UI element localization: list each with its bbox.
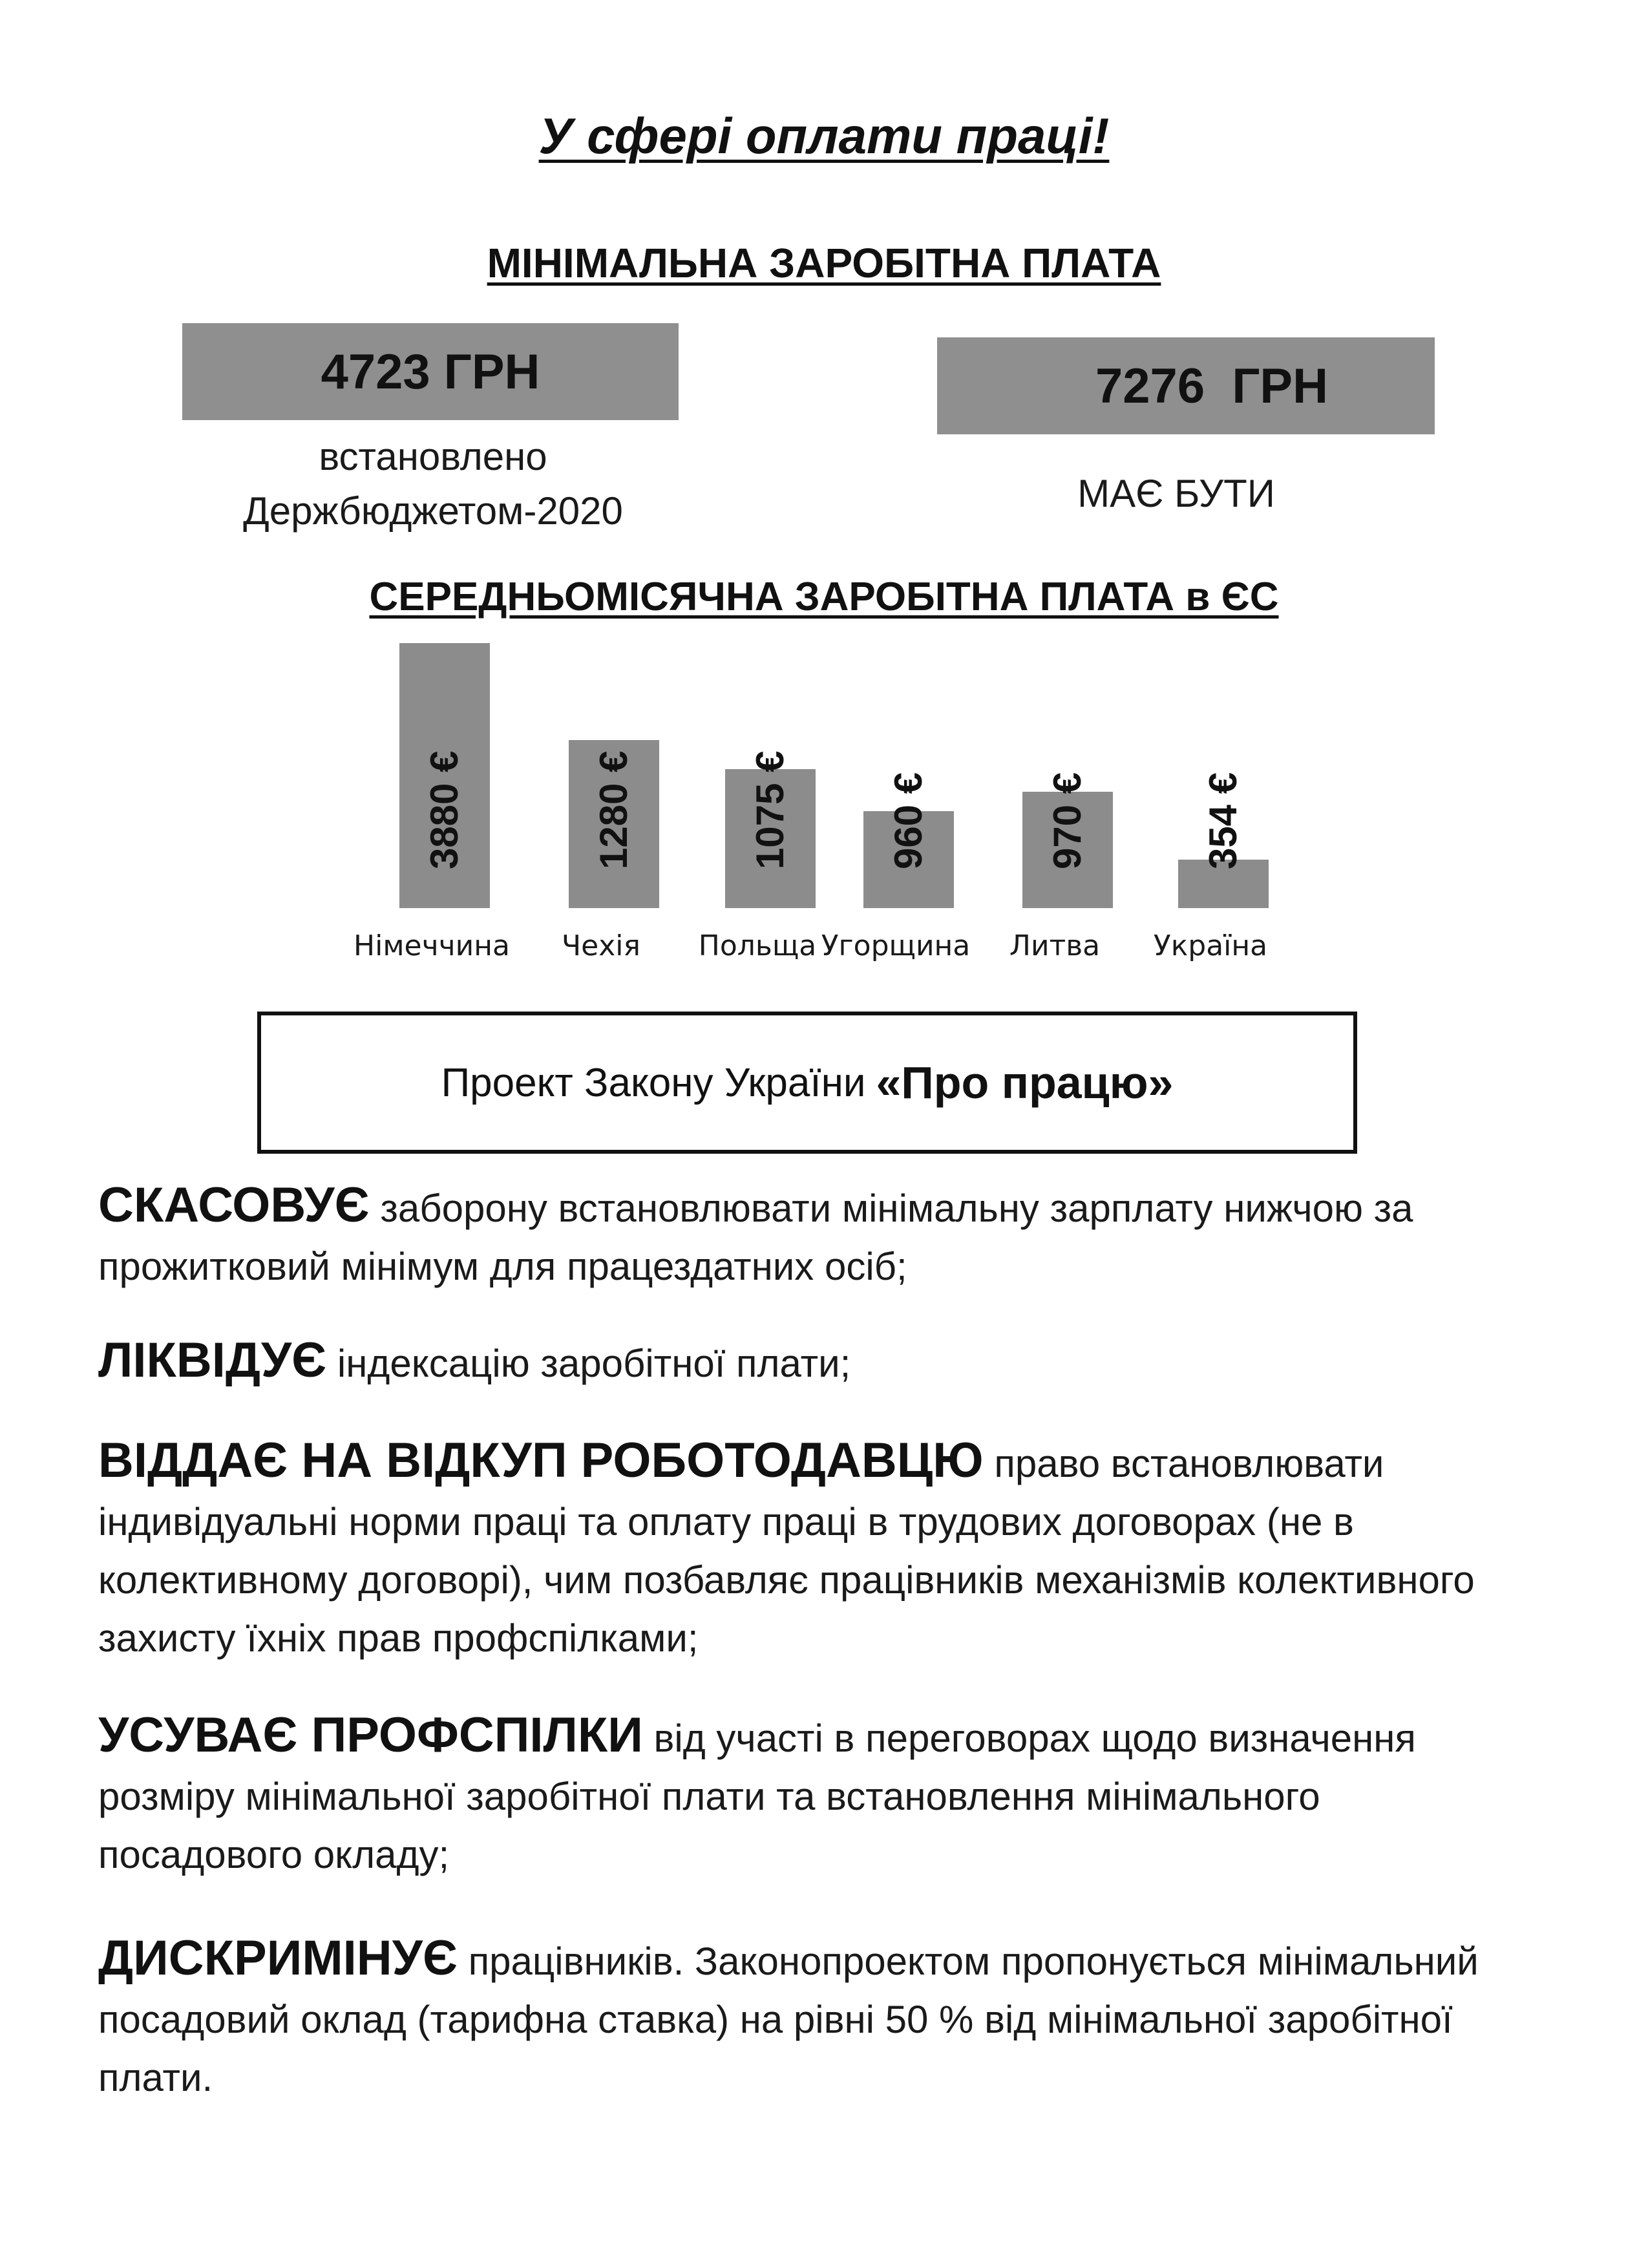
item-keyword: ЛІКВІДУЄ: [98, 1333, 327, 1388]
bar-value-label: 960 €: [887, 772, 930, 869]
item-text: заборону встановлювати мінімальну зарплату нижчою за прожитковий мінімум для працездатних осіб;: [98, 1187, 1413, 1288]
current-min-wage-value: 4723 ГРН: [321, 344, 540, 399]
item-keyword: УСУВАЄ ПРОФСПІЛКИ: [98, 1708, 643, 1763]
item-text: працівників. Законопроектом пропонується мінімальний посадовий оклад (тарифна ставка) на рівні 50 % від мінімальної заробітної плати.: [98, 1940, 1479, 2099]
category-label: Німеччина: [354, 929, 510, 962]
bill-name: «Про працю»: [876, 1057, 1174, 1108]
item-text: індексацію заробітної плати;: [326, 1342, 851, 1385]
current-caption-line2: Держбюджетом-2020: [243, 489, 623, 533]
bar-value-label: 1075 €: [748, 750, 792, 869]
min-wage-heading: МІНІМАЛЬНА ЗАРОБІТНА ПЛАТА: [487, 240, 1161, 286]
bill-prefix: Проект Закону України: [441, 1060, 866, 1105]
category-label: Литва: [1009, 929, 1101, 962]
bar-value-label: 1280 €: [592, 750, 635, 869]
item-keyword: ВІДДАЄ НА ВІДКУП РОБОТОДАВЦЮ: [98, 1433, 984, 1488]
bill-box: [257, 1012, 1357, 1154]
bar-value-label: 354 €: [1201, 772, 1245, 869]
item-text: від участі в переговорах щодо визначення розміру мінімальної заробітної плати та встановлення мінімального посадового окладу;: [98, 1717, 1416, 1876]
bar-value-label: 3880 €: [423, 750, 466, 869]
avg-wage-heading: СЕРЕДНЬОМІСЯЧНА ЗАРОБІТНА ПЛАТА в ЄС: [369, 575, 1279, 619]
item-delegates: [98, 1432, 1520, 1668]
current-caption-line1: встановлено: [319, 435, 547, 478]
item-text: право встановлювати індивідуальні норми праці та оплату праці в трудових договорах (не в колективному договорі), чим позбавляє працівників механізмів колективного захисту їхніх прав профспілками;: [98, 1442, 1475, 1660]
item-keyword: СКАСОВУЄ: [98, 1178, 370, 1233]
item-discriminates: [98, 1929, 1520, 2107]
target-min-wage-value: 7276 ГРН: [1095, 358, 1328, 414]
category-label: Угорщина: [821, 929, 971, 962]
category-label: Польща: [698, 929, 817, 962]
target-min-wage-caption: МАЄ БУТИ: [1077, 472, 1275, 515]
item-keyword: ДИСКРИМІНУЄ: [98, 1931, 458, 1986]
page-title: У сфері оплати праці!: [538, 107, 1110, 164]
bar-value-label: 970 €: [1046, 772, 1089, 869]
item-cancels: [98, 1176, 1520, 1296]
category-label: Україна: [1153, 929, 1268, 962]
item-liquidates: [98, 1331, 1520, 1393]
item-removes-unions: [98, 1706, 1520, 1884]
category-label: Чехія: [562, 929, 640, 962]
